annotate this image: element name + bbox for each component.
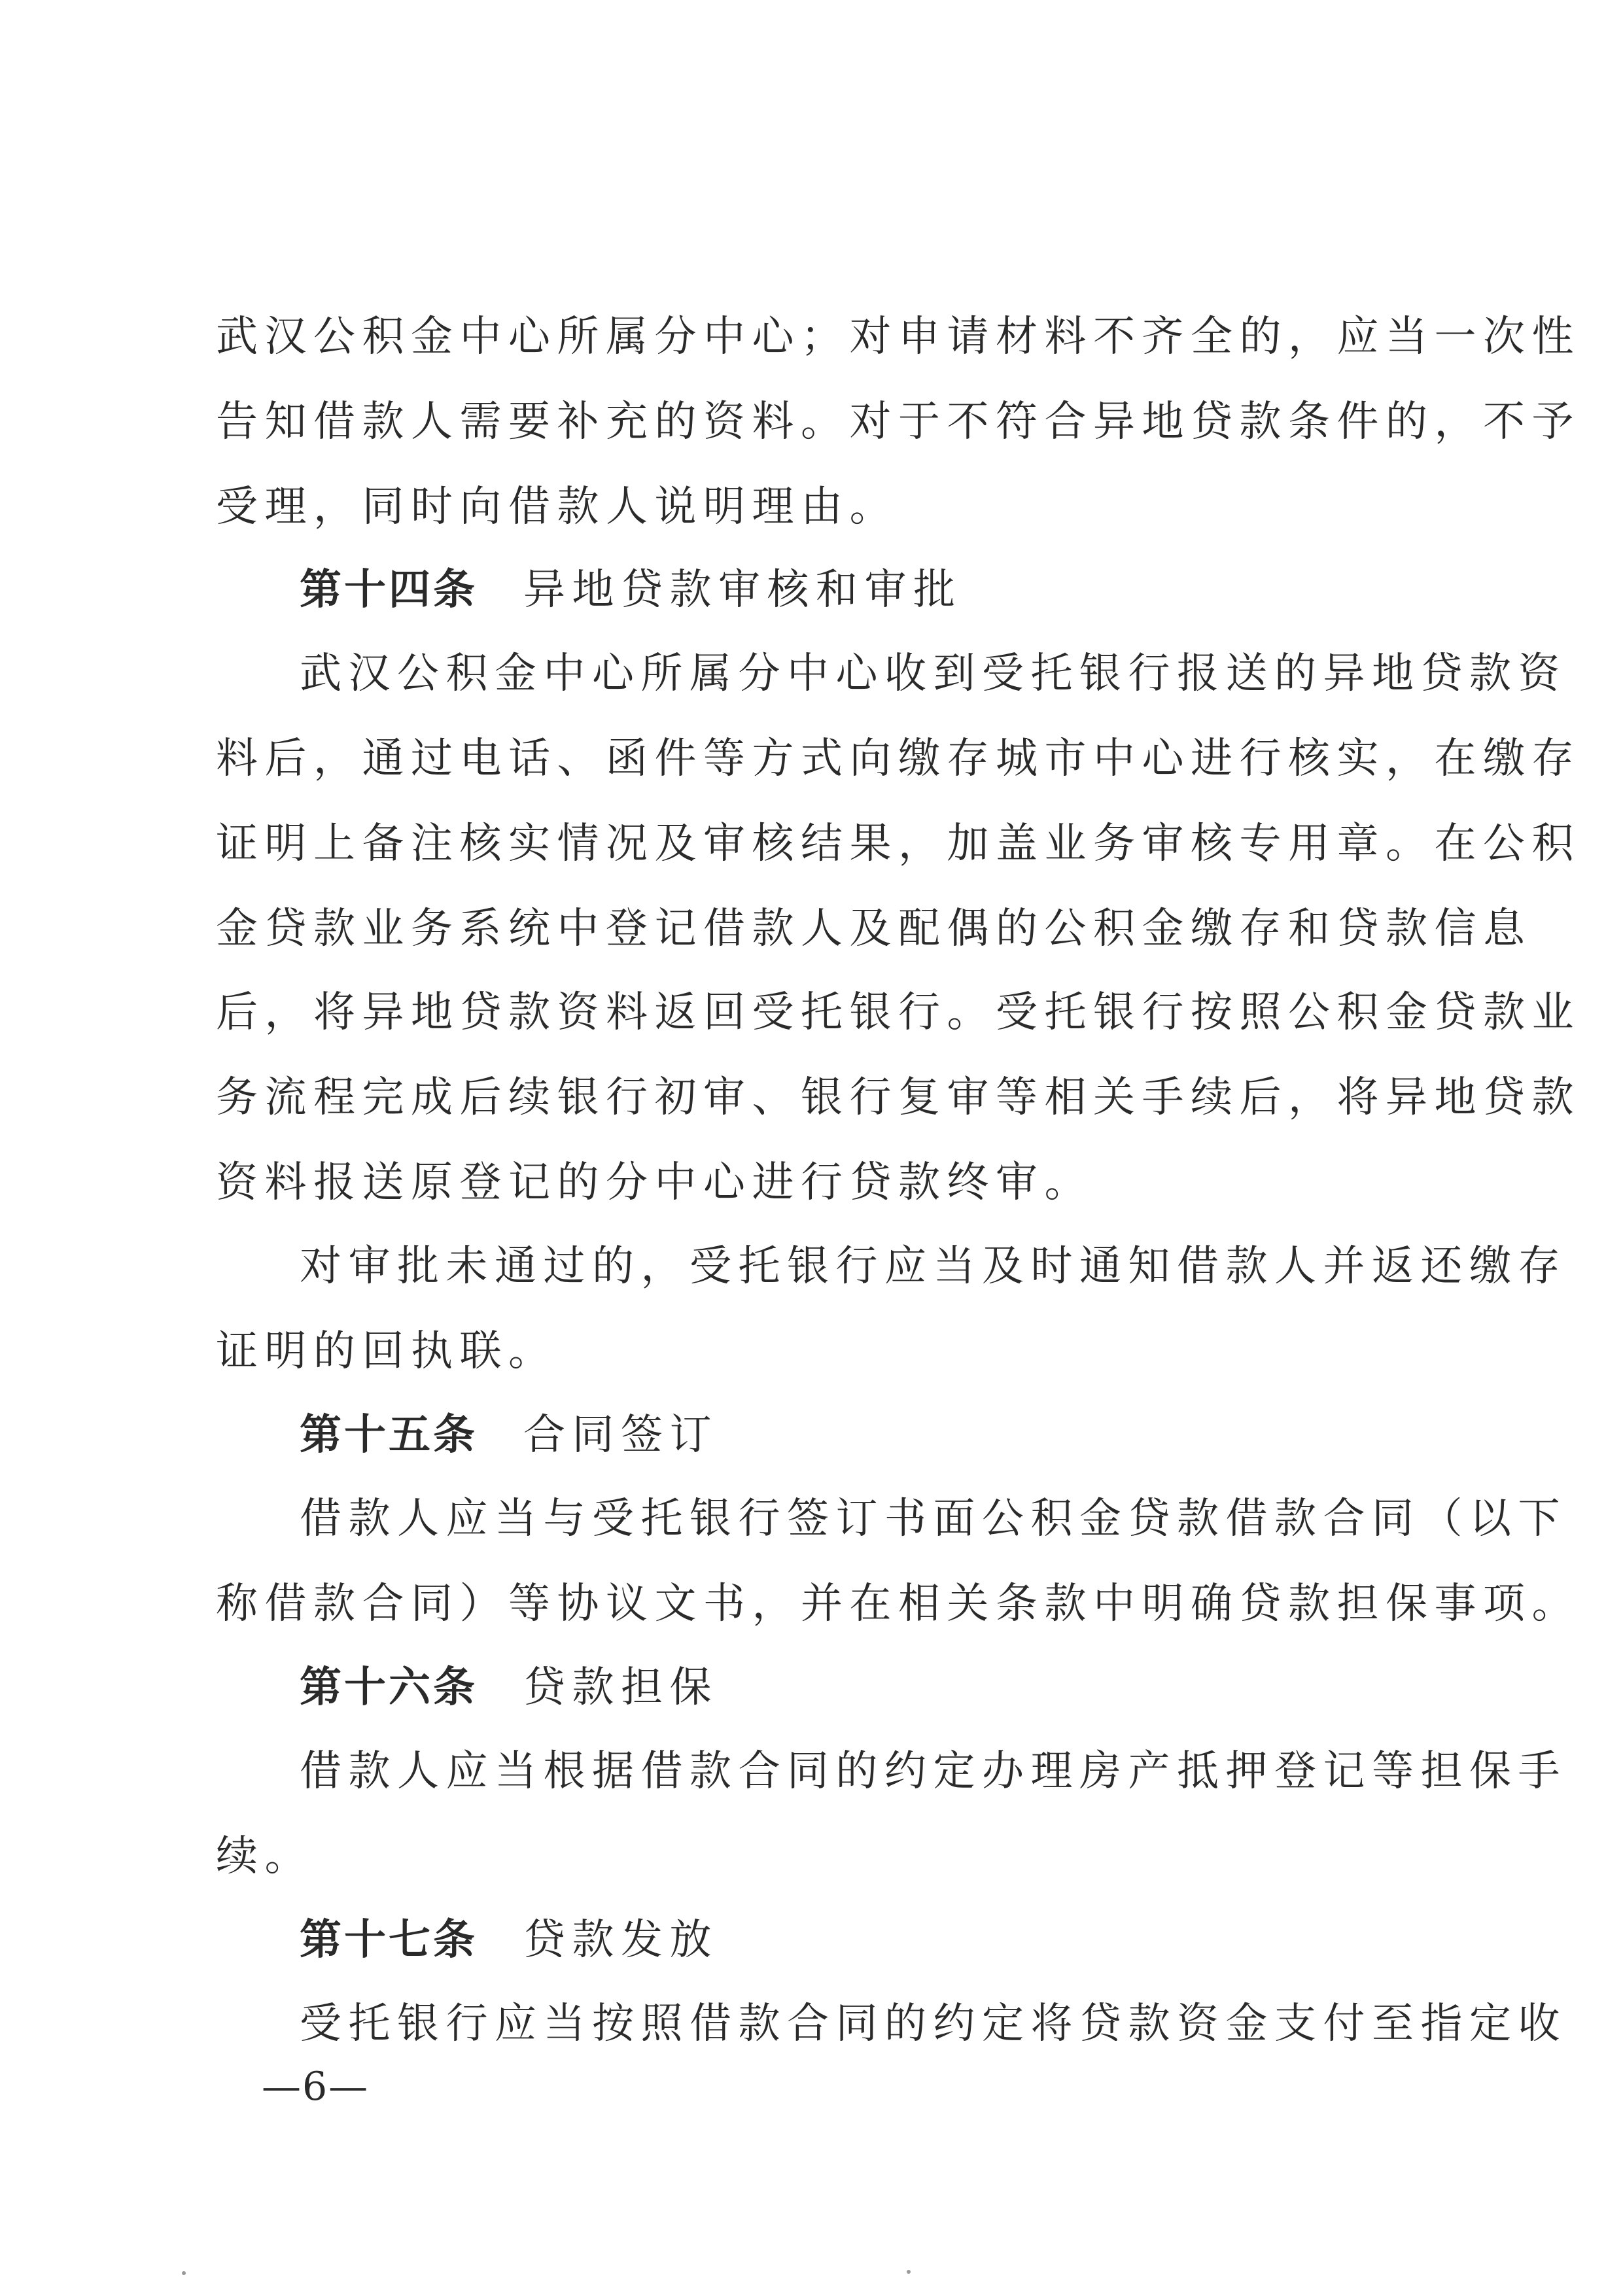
paragraph-line: 武汉公积金中心所属分中心；对申请材料不齐全的，应当一次性 — [216, 313, 1580, 361]
scan-speck — [182, 2271, 186, 2275]
paragraph-line: 金贷款业务系统中登记借款人及配偶的公积金缴存和贷款信息 — [216, 905, 1532, 953]
article-title: 贷款担保 — [523, 1663, 718, 1712]
article-number: 第十六条 — [300, 1663, 478, 1712]
paragraph-line: 告知借款人需要补充的资料。对于不符合异地贷款条件的，不予 — [216, 398, 1580, 446]
paragraph-line: 续。 — [216, 1832, 313, 1881]
paragraph-line: 受托银行应当按照借款合同的约定将贷款资金支付至指定收 — [300, 2000, 1567, 2048]
paragraph-line: 借款人应当根据借款合同的约定办理房产抵押登记等担保手 — [300, 1747, 1567, 1796]
paragraph-line: 务流程完成后续银行初审、银行复审等相关手续后，将异地贷款 — [216, 1073, 1580, 1122]
paragraph-line: 资料报送原登记的分中心进行贷款终审。 — [216, 1158, 1093, 1207]
paragraph-line: 对审批未通过的，受托银行应当及时通知借款人并返还缴存 — [300, 1242, 1567, 1291]
paragraph-line: 证明上备注核实情况及审核结果，加盖业务审核专用章。在公积 — [216, 820, 1580, 868]
article-heading — [300, 1661, 1406, 1714]
article-title: 异地贷款审核和审批 — [523, 566, 962, 614]
article-number: 第十七条 — [300, 1915, 478, 1964]
paragraph-line: 借款人应当与受托银行签订书面公积金贷款借款合同（以下 — [300, 1495, 1567, 1543]
article-title: 合同签订 — [523, 1411, 718, 1459]
scan-speck — [907, 2270, 911, 2274]
paragraph-line: 受理，同时向借款人说明理由。 — [216, 483, 898, 531]
paragraph-line: 证明的回执联。 — [216, 1327, 557, 1376]
page-number: —6— — [262, 2064, 370, 2110]
paragraph-line: 料后，通过电话、函件等方式向缴存城市中心进行核实，在缴存 — [216, 735, 1580, 783]
article-heading — [300, 1914, 1406, 1966]
article-heading — [300, 564, 1406, 616]
article-number: 第十五条 — [300, 1410, 478, 1459]
paragraph-line: 后，将异地贷款资料返回受托银行。受托银行按照公积金贷款业 — [216, 988, 1580, 1037]
article-title: 贷款发放 — [523, 1916, 718, 1964]
paragraph-line: 武汉公积金中心所属分中心收到受托银行报送的异地贷款资 — [300, 650, 1567, 698]
paragraph-line: 称借款合同）等协议文书，并在相关条款中明确贷款担保事项。 — [216, 1580, 1580, 1628]
article-number: 第十四条 — [300, 565, 478, 614]
article-heading — [300, 1409, 1406, 1461]
